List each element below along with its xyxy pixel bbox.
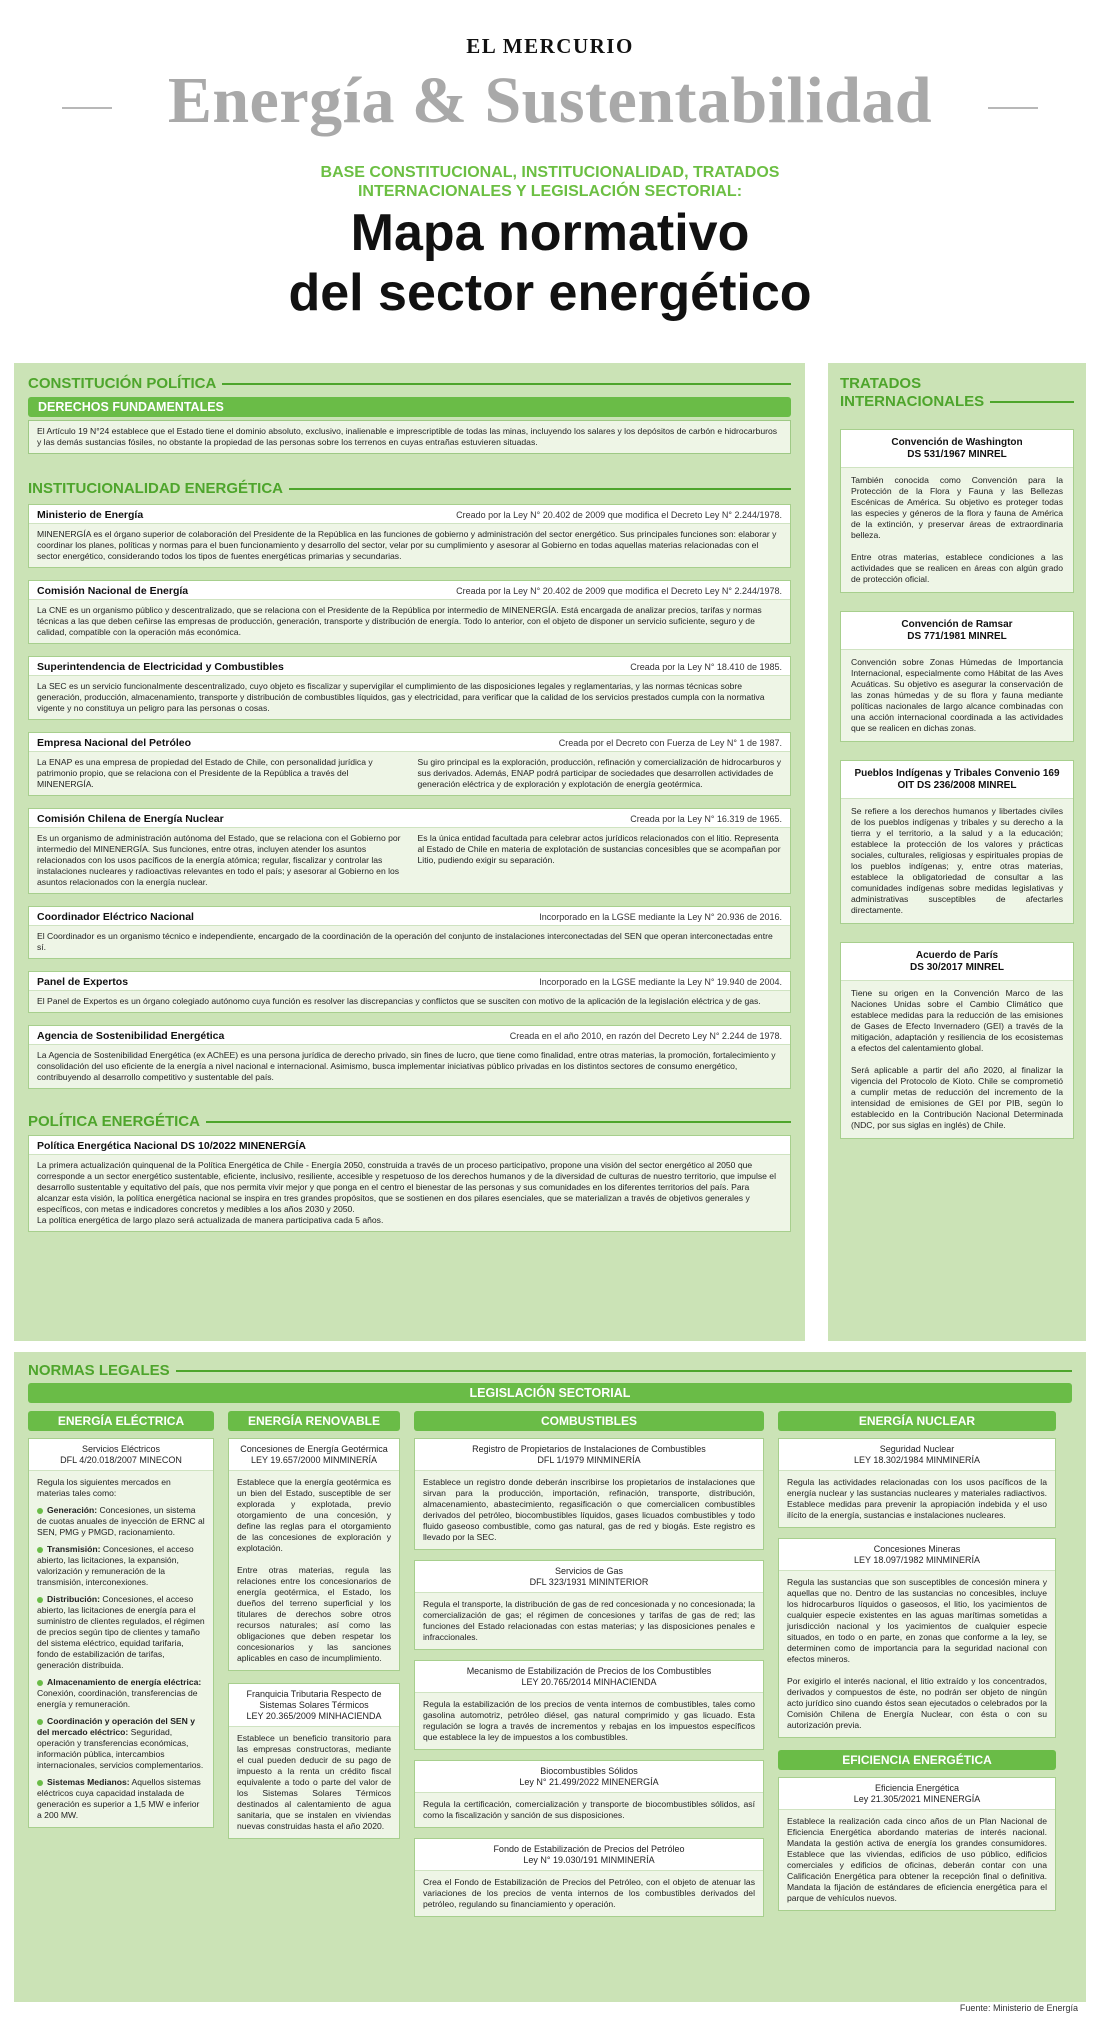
- bullet-dot: [37, 1780, 43, 1786]
- politica-card: [28, 1135, 791, 1232]
- source-credit: Fuente: Ministerio de Energía: [959, 2003, 1078, 2013]
- law-body: Regula las actividades relacionadas con los usos pacíficos de la energía nuclear y las sustancias nucleares y materiales radiactivos. Establece medidas para prevenir la apropiación indebida y el uso ilícito de la energía, sustancias e instalaciones nucleares.: [779, 1471, 1055, 1527]
- card-law: Creada por la Ley N° 20.402 de 2009 que modifica el Decreto Ley N° 2.244/1978.: [456, 586, 782, 596]
- column-combustibles: [414, 1411, 764, 1917]
- law-number: LEY 20.765/2014 MINHACIENDA: [521, 1677, 657, 1687]
- institution-card-cchen: [28, 808, 791, 894]
- treaty-text: También conocida como Convención para la Protección de la Flora y Fauna y las Bellezas Escénicas de América. Su objetivo es proteger todas las especies y géneros de la flora y fauna de América de la extinción, y preservar áreas de extraordinaria belleza. Entre otras materias, establece condiciones a las actividades que se realicen en áreas con algún grado de protección oficial.: [851, 475, 1063, 584]
- law-number: Ley N° 19.030/191 MINMINERÍA: [523, 1855, 655, 1865]
- card-law: Creada por el Decreto con Fuerza de Ley N° 1 de 1987.: [558, 738, 782, 748]
- law-number: LEY 18.097/1982 MINMINERÍA: [854, 1555, 980, 1565]
- bullet-dot: [37, 1597, 43, 1603]
- title-rule: [206, 1121, 791, 1123]
- bullet-item: [37, 1777, 205, 1821]
- law-head: [229, 1439, 399, 1471]
- kicker-line-1: BASE CONSTITUCIONAL, INSTITUCIONALIDAD, TRATADOS: [320, 164, 780, 181]
- card-text: MINENERGÍA es el órgano superior de colaboración del Presidente de la República en las funciones de gobierno y administración del sector energético. Sus principales funciones son: elaborar y coordinar los planes, políticas y normas para el buen funcionamiento y desarrollo del sector, velar por su cumplimiento y asesorar al Gobierno en todas aquellas materias relacionadas con el sector energético, considerando todos los tipos de fuentes energéticas primarias y secundarias.: [29, 524, 790, 567]
- bullet-title: Generación:: [47, 1505, 98, 1515]
- law-name: Fondo de Estabilización de Precios del Petróleo: [493, 1844, 685, 1854]
- bullet-dot: [37, 1719, 43, 1725]
- card-text-col-2: Su giro principal es la exploración, producción, refinación y comercialización de hidrocarburos y sus derivados. Además, ENAP podrá participar de sociedades que desarrollen actividades de generación eléctrica y de exploración y explotación de energía geotérmica.: [417, 757, 782, 789]
- treaty-head: [841, 430, 1073, 468]
- card-law: Creado por la Ley N° 20.402 de 2009 que modifica el Decreto Ley N° 2.244/1978.: [456, 510, 782, 520]
- law-head: [229, 1684, 399, 1727]
- column-nuclear: [778, 1411, 1056, 1917]
- treaty-law: DS 30/2017 MINREL: [910, 962, 1004, 973]
- law-card-geotermica: [228, 1438, 400, 1671]
- card-name: Panel de Expertos: [37, 976, 129, 988]
- card-text-col-2: Es la única entidad facultada para celebrar actos jurídicos relacionados con el litio. Representa al Estado de Chile en materia de explotación de sustancias concesibles que se acompañan por Litio, pudiendo exigir su separación.: [417, 833, 781, 865]
- treaty-card-paris: [840, 942, 1074, 1139]
- law-name: Franquicia Tributaria Respecto de Sistemas Solares Térmicos: [246, 1689, 382, 1710]
- renovable-head: ENERGÍA RENOVABLE: [228, 1411, 400, 1431]
- treaty-card-ramsar: [840, 611, 1074, 742]
- tratados-title-line-1: TRATADOS: [840, 375, 922, 392]
- treaty-text: Se refiere a los derechos humanos y libertades civiles de los pueblos indígenas y tribales y su derecho a la tierra y el territorio, a la salud y a la educación; establece la protección de los valores y prácticas sociales, culturales, religiosas y espirituales propias de los pueblos indígenas; y, entre otras materias, establece la obligatoriedad de consultar a las comunidades indígenas sobre medidas legislativas y administrativas susceptibles de afectarles directamente.: [851, 806, 1066, 915]
- law-body: Regula el transporte, la distribución de gas de red concesionada y no concesionada; la comercialización de gas; el régimen de concesiones y tarifas de gas de red; las funciones del Estado relacionadas con estas materias; y las disposiciones penales e infraccionales.: [415, 1593, 763, 1649]
- bullet-item: [37, 1677, 205, 1710]
- bullet-title: Sistemas Medianos:: [47, 1777, 130, 1787]
- bullet-title: Distribución:: [47, 1594, 100, 1604]
- section-title: Energía & Sustentabilidad: [167, 64, 933, 137]
- column-electrica: [28, 1411, 214, 1917]
- legislacion-bar: LEGISLACIÓN SECTORIAL: [28, 1383, 1072, 1403]
- bullet-title: Almacenamiento de energía eléctrica:: [47, 1677, 202, 1687]
- law-number: DFL 323/1931 MININTERIOR: [529, 1577, 649, 1587]
- card-name: Comisión Chilena de Energía Nuclear: [37, 813, 224, 825]
- law-card-registro: [414, 1438, 764, 1550]
- card-name: Ministerio de Energía: [37, 509, 144, 521]
- law-head: [415, 1661, 763, 1693]
- constitucion-title-text: CONSTITUCIÓN POLÍTICA: [28, 375, 217, 392]
- treaty-head: [841, 612, 1073, 650]
- bullet-title: Coordinación y operación del SEN y del mercado eléctrico:: [37, 1716, 196, 1737]
- law-name: Concesiones de Energía Geotérmica: [240, 1444, 388, 1454]
- bullet-text: Conexión, coordinación, transferencias de energía y remuneración.: [37, 1688, 198, 1709]
- constitucion-title: [28, 375, 791, 392]
- page-title-line-1: Mapa normativo: [350, 204, 750, 262]
- bullet-text: Aquellos sistemas eléctricos cuya capacidad instalada de generación es superior a 1,5 MW e inferior a 200 MW.: [37, 1777, 201, 1820]
- bullet-dot: [37, 1547, 43, 1553]
- kicker: [0, 163, 1100, 201]
- institution-card-sec: [28, 656, 791, 720]
- bullet-item: [37, 1716, 205, 1771]
- institution-card-panel: [28, 971, 791, 1013]
- tratados-panel: [828, 363, 1086, 1341]
- law-name: Concesiones Mineras: [873, 1544, 961, 1554]
- law-body: Establece que la energía geotérmica es un bien del Estado, susceptible de ser explorada y explotada, previo otorgamiento de una concesión, y define las reglas para el otorgamiento de las concesiones de exploración y explotación. Entre otras materias, regula las relaciones entre los concesionarios de energía geotérmica, el Estado, los dueños del terreno superficial y los titulares de derechos sobre otros recursos naturales; así como las obligaciones que deben respetar los concesionarios y las sanciones aplicables en caso de incumplimiento.: [229, 1471, 399, 1670]
- nuclear-head: ENERGÍA NUCLEAR: [778, 1411, 1056, 1431]
- treaty-name: Convención de Ramsar: [901, 619, 1013, 630]
- bullet-dot: [37, 1680, 43, 1686]
- law-number: LEY 19.657/2000 MINMINERÍA: [251, 1455, 377, 1465]
- title-rule: [222, 383, 791, 385]
- masthead: EL MERCURIO: [466, 34, 634, 58]
- law-head: [415, 1561, 763, 1593]
- treaty-law: DS 531/1967 MINREL: [907, 449, 1007, 460]
- bullet-title: Transmisión:: [47, 1544, 101, 1554]
- law-body: Regula la certificación, comercialización y transporte de biocombustibles sólidos, así como la fiscalización y sanción de sus disposiciones.: [415, 1793, 763, 1827]
- treaty-name: Pueblos Indígenas y Tribales Convenio 169 OIT DS 236/2008 MINREL: [854, 768, 1060, 791]
- treaty-card-oit: [840, 760, 1074, 924]
- law-body: Establece un beneficio transitorio para las empresas constructoras, mediante el cual pueden deducir de su pago de impuesto a la renta un crédito fiscal equivalente a todo o parte del valor de los Sistemas Solares Térmicos destinados al calentamiento de agua sanitaria, que se instalen en viviendas nuevas construidas hasta el año 2020.: [229, 1727, 399, 1838]
- derechos-bar: DERECHOS FUNDAMENTALES: [28, 397, 791, 417]
- card-name: Empresa Nacional del Petróleo: [37, 737, 192, 749]
- title-rule: [990, 401, 1074, 403]
- law-card-eficiencia: [778, 1777, 1056, 1911]
- normas-title-text: NORMAS LEGALES: [28, 1362, 170, 1379]
- law-head: [415, 1839, 763, 1871]
- law-card-gas: [414, 1560, 764, 1650]
- law-number: LEY 18.302/1984 MINMINERÍA: [854, 1455, 980, 1465]
- card-text: La primera actualización quinquenal de la Política Energética de Chile - Energía 2050, construida a través de un proceso participativo, propone una visión del sector energético al 2050 que corresponde a un sector energético sustentable, eficiente, inclusivo, resiliente, accesible y respetuoso de los derechos humanos y de la diversidad de culturas de nuestro territorio, que impulse el desarrollo sustentable y equitativo del país, que nos permita vivir mejor y que ponga en el centro el bienestar de las personas y sus comunidades en los diferentes territorios del país. Para alcanzar esta visión, la política energética nacional se inspira en tres grandes propósitos, que se sostienen en dos pilares esenciales, que se materializan a través de objetivos generales y específicos, con metas e indicadores concretos y medibles a los años 2030 y 2050. La política energética de largo plazo será actualizada de manera participativa cada 5 años.: [29, 1155, 790, 1231]
- law-card-seguridad-nuclear: [778, 1438, 1056, 1528]
- card-name: Política Energética Nacional DS 10/2022 MINENERGÍA: [37, 1140, 307, 1152]
- title-rule: [176, 1370, 1072, 1372]
- page-title-line-2: del sector energético: [288, 264, 812, 322]
- law-body: Regula la estabilización de los precios de venta internos de combustibles, tales como gasolina automotriz, petróleo diésel, gas natural comprimido y gas licuado. Esta regulación se logra a través de incrementos y rebajas en los impuestos específicos que establece la ley de impuestos a los combustibles.: [415, 1693, 763, 1749]
- law-card-fepp: [414, 1838, 764, 1917]
- bullet-text: Concesiones, un sistema de cuotas anuales de inyección de ERNC al SEN, PMG y PMGD, racionamiento.: [37, 1505, 205, 1537]
- normas-panel: [14, 1352, 1086, 2002]
- treaty-text: Tiene su origen en la Convención Marco de las Naciones Unidas sobre el Cambio Climático que establece medidas para la reducción de las emisiones de Gases de Efecto Invernadero (GEI) a través de la mitigación, adaptación y resiliencia de los ecosistemas a efectos del calentamiento global. Será aplicable a partir del año 2020, al finalizar la vigencia del Protocolo de Kioto. Chile se comprometió a cumplir metas de reducción del incremento de la intensidad de emisiones de GEI por PIB, según lo establecido en la Contribución Nacional Determinada (NDC, por sus siglas en inglés) de Chile.: [851, 988, 1063, 1130]
- law-number: DFL 1/1979 MINMINERÍA: [537, 1455, 641, 1465]
- card-text: El Coordinador es un organismo técnico e independiente, encargado de la coordinación de la operación del conjunto de instalaciones interconectadas del SEN que operan interconectadas entre sí.: [29, 926, 790, 958]
- normas-columns: [28, 1411, 1072, 1917]
- treaty-head: [841, 943, 1073, 981]
- law-number: Ley 21.305/2021 MINENERGÍA: [853, 1794, 981, 1804]
- card-text: La Agencia de Sostenibilidad Energética (ex AChEE) es una persona jurídica de derecho privado, sin fines de lucro, que tiene como finalidad, entre otras materias, la promoción, fortalecimiento y consolidación del uso eficiente de la energía a nivel nacional e internacional. Asimismo, busca implementar iniciativas público privadas en los distintos sectores de consumo energético, contribuyendo al desarrollo competitivo y sustentable del país.: [29, 1045, 790, 1088]
- treaty-name: Convención de Washington: [891, 437, 1023, 448]
- card-name: Superintendencia de Electricidad y Combustibles: [37, 661, 284, 673]
- law-head: [779, 1778, 1055, 1810]
- institution-card-enap: [28, 732, 791, 796]
- card-text: La CNE es un organismo público y descentralizado, que se relaciona con el Presidente de la República por intermedio de MINENERGÍA. Está encargada de analizar precios, tarifas y normas técnicas a las que deben ceñirse las empresas de producción, generación, transporte y distribución de energía. Todo lo anterior, con el objeto de disponer un servicio suficiente, seguro y de calidad, compatible con la operación más económica.: [29, 600, 790, 643]
- card-law: Incorporado en la LGSE mediante la Ley N° 20.936 de 2016.: [539, 912, 782, 922]
- card-text: [29, 828, 790, 893]
- law-body: Establece un registro donde deberán inscribirse los propietarios de instalaciones que sirvan para la producción, importación, refinación, transporte, distribución, almacenamiento, abastecimiento, regasificación o que comercialicen combustibles derivados del petróleo, biocombustibles líquidos, gases licuados combustibles y todo fluido gaseoso combustible, como gas natural, gas de red y biogás. Este registro es llevado por la SEC.: [415, 1471, 763, 1549]
- law-name: Eficiencia Energética: [874, 1783, 960, 1793]
- law-body: Regula las sustancias que son susceptibles de concesión minera y aquellas que no. Dentro de las sustancias no concesibles, incluye los hidrocarburos líquidos o gaseosos, el litio, los yacimientos de cualquier especie existentes en las aguas marítimas sometidas a jurisdicción nacional y los yacimientos de cualquier especie situados, en todo o en parte, en zonas que conforme a la ley, se determinen como de importancia para la seguridad nacional con efectos mineros. Por exigirlo el interés nacional, el litio extraído y los concentrados, derivados y compuestos de éste, no podrán ser objeto de ningún acto jurídico sino cuando éstos sean ejecutados o celebrados por la Comisión Chilena de Energía Nuclear, con ésta o con su autorización previa.: [779, 1571, 1055, 1737]
- law-head: [779, 1439, 1055, 1471]
- law-card-electrica: [28, 1438, 214, 1828]
- title-rule: [289, 488, 791, 490]
- bullet-item: [37, 1505, 205, 1538]
- bullet-item: [37, 1594, 205, 1671]
- law-card-concesiones-mineras: [778, 1538, 1056, 1738]
- institution-card-coordinador: [28, 906, 791, 959]
- law-card-mepco: [414, 1660, 764, 1750]
- card-name: Coordinador Eléctrico Nacional: [37, 911, 194, 923]
- law-name: Seguridad Nuclear: [879, 1444, 955, 1454]
- law-body: [29, 1471, 213, 1827]
- law-number: LEY 20.365/2009 MINHACIENDA: [246, 1711, 382, 1721]
- law-card-solar: [228, 1683, 400, 1839]
- institution-card-agencia: [28, 1025, 791, 1089]
- law-number: DFL 4/20.018/2007 MINECON: [60, 1455, 182, 1465]
- eficiencia-head: EFICIENCIA ENERGÉTICA: [778, 1750, 1056, 1770]
- law-body: Establece la realización cada cinco años de un Plan Nacional de Eficiencia Energética abordando materias de interés nacional. Mandata la gestión activa de energía los grandes consumidores. Establece que las viviendas, edificios de uso público, edificios comerciales y edificios de oficinas, deberán contar con una Calificación Energética para obtener la recepción final o definitiva. Mandata la fijación de estándares de eficiencia energética para el parque de vehículos nuevos.: [779, 1810, 1055, 1910]
- bullet-text: Concesiones, el acceso abierto, las licitaciones, la expansión, valorización y remuneración de la transmisión, interconexiones.: [37, 1544, 194, 1587]
- bullet-dot: [37, 1508, 43, 1514]
- institution-card-minenergia: [28, 504, 791, 568]
- bullet-text: Concesiones, el acceso abierto, las licitaciones de energía para el suministro de clientes regulados, el régimen de precios según tipo de clientes y tamaño del sistema eléctrico, equidad tarifaria, fondo de estabilización de tarifas, generación distribuida.: [37, 1594, 205, 1670]
- card-name: Agencia de Sostenibilidad Energética: [37, 1030, 225, 1042]
- electrica-head: ENERGÍA ELÉCTRICA: [28, 1411, 214, 1431]
- politica-title-text: POLÍTICA ENERGÉTICA: [28, 1113, 200, 1130]
- law-head: [415, 1439, 763, 1471]
- treaty-head: [841, 761, 1073, 799]
- law-card-biocombustibles: [414, 1760, 764, 1828]
- left-panel: [14, 363, 805, 1341]
- bullet-item: [37, 1544, 205, 1588]
- law-name: Servicios de Gas: [554, 1566, 624, 1576]
- tratados-title: [840, 375, 1074, 411]
- treaty-law: DS 771/1981 MINREL: [907, 631, 1007, 642]
- law-name: Servicios Eléctricos: [81, 1444, 161, 1454]
- card-text-col-1: La ENAP es una empresa de propiedad del Estado de Chile, con personalidad jurídica y patrimonio propio, que se relaciona con el Presidente de la República a través del MINENERGÍA.: [37, 757, 373, 789]
- card-name: Comisión Nacional de Energía: [37, 585, 189, 597]
- bullet-text: Seguridad, operación y transferencias económicas, información pública, intercambios internacionales, servicios complementarios.: [37, 1727, 204, 1770]
- law-intro: Regula los siguientes mercados en materias tales como:: [37, 1477, 171, 1498]
- card-law: Incorporado en la LGSE mediante la Ley N° 19.940 de 2004.: [539, 977, 782, 987]
- law-head: [779, 1539, 1055, 1571]
- card-text: El Panel de Expertos es un órgano colegiado autónomo cuya función es resolver las discrepancias y conflictos que se susciten con motivo de la aplicación de la legislación eléctrica y de gas.: [29, 991, 790, 1012]
- card-law: Creada por la Ley N° 18.410 de 1985.: [630, 662, 782, 672]
- institucionalidad-title: [28, 480, 791, 497]
- law-name: Biocombustibles Sólidos: [540, 1766, 638, 1776]
- treaty-text: Convención sobre Zonas Húmedas de Importancia Internacional, especialmente como Hábitat de las Aves Acuáticas. Su objetivo es asegurar la conservación de las zonas húmedas y de su flora y fauna mediante políticas nacionales de largo alcance combinadas con una acción internacional coordinada a las actividades que se realicen en dichas zonas.: [851, 657, 1066, 733]
- card-text-col-1: Es un organismo de administración autónoma del Estado, que se relaciona con el Gobierno por intermedio del MINENERGÍA. Sus funciones, entre otras, incluyen atender los asuntos relacionados con los usos pacíficos de la energía atómica; regular, fiscalizar y controlar las instalaciones nucleares y radioactivas relevantes en todo el país; y asesorar al Gobierno en los asuntos relacionados con la energía nuclear.: [37, 833, 401, 887]
- treaty-card-washington: [840, 429, 1074, 593]
- page-title: [0, 203, 1100, 323]
- card-law: Creada en el año 2010, en razón del Decreto Ley N° 2.244 de 1978.: [509, 1031, 782, 1041]
- treaty-name: Acuerdo de París: [915, 950, 999, 961]
- law-head: [415, 1761, 763, 1793]
- column-renovable: [228, 1411, 400, 1917]
- normas-title: [28, 1362, 1072, 1379]
- tratados-title-line-2: INTERNACIONALES: [840, 393, 985, 410]
- law-body: Crea el Fondo de Estabilización de Precios del Petróleo, con el objeto de atenuar las variaciones de los precios de venta internos de los combustibles derivados del petróleo, regulando su financiamiento y operación.: [415, 1871, 763, 1916]
- law-name: Mecanismo de Estabilización de Precios de los Combustibles: [466, 1666, 712, 1676]
- card-text: La SEC es un servicio funcionalmente descentralizado, cuyo objeto es fiscalizar y supervigilar el cumplimiento de las disposiciones legales y reglamentarias, y las normas técnicas sobre generación, producción, almacenamiento, transporte y distribución de combustibles líquidos, gas y electricidad, para verificar que la calidad de los servicios prestados cumpla con la normativa vigente y no constituya un peligro para las personas o cosas.: [29, 676, 790, 719]
- card-law: Creada por la Ley N° 16.319 de 1965.: [630, 814, 782, 824]
- law-name: Registro de Propietarios de Instalaciones de Combustibles: [472, 1444, 706, 1454]
- law-number: Ley N° 21.499/2022 MINENERGÍA: [519, 1777, 659, 1787]
- constitucion-text: El Artículo 19 N°24 establece que el Estado tiene el dominio absoluto, exclusivo, inalienable e imprescriptible de todas las minas, incluyendo los salares y los depósitos de carbón e hidrocarburos y las demás sustancias fósiles, no obstante la propiedad de las personas sobre los terrenos en cuyas entrañas estuvieren situadas.: [28, 420, 791, 454]
- institucionalidad-title-text: INSTITUCIONALIDAD ENERGÉTICA: [28, 480, 283, 497]
- combustibles-head: COMBUSTIBLES: [414, 1411, 764, 1431]
- politica-title: [28, 1113, 791, 1130]
- kicker-line-2: INTERNACIONALES Y LEGISLACIÓN SECTORIAL:: [357, 183, 743, 200]
- section-title-band: [0, 63, 1100, 145]
- institution-card-cne: [28, 580, 791, 644]
- card-text: [29, 752, 790, 795]
- law-head: [29, 1439, 213, 1471]
